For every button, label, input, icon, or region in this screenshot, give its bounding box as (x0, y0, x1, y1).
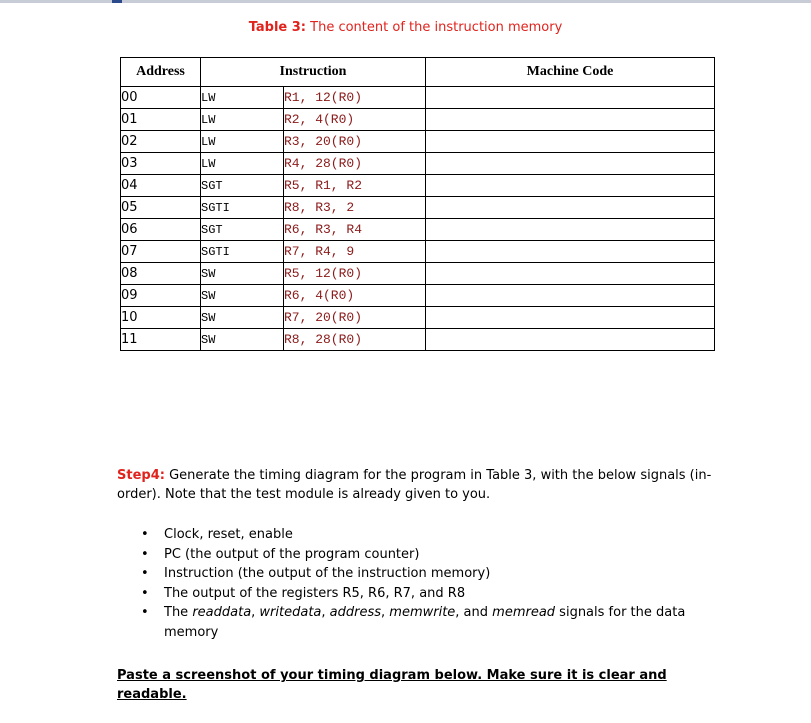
cell-opcode: SGT (201, 175, 284, 197)
cell-machine-code (426, 87, 715, 109)
cell-operands: R6, R3, R4 (284, 219, 426, 241)
cell-operands: R5, 12(R0) (284, 263, 426, 285)
table-row (121, 153, 715, 175)
cell-operands: R6, 4(R0) (284, 285, 426, 307)
table-row (121, 175, 715, 197)
header-instruction: Instruction (201, 58, 426, 87)
cell-opcode: SW (201, 285, 284, 307)
signal-text-prefix: The (164, 605, 193, 620)
step4-label: Step4: (117, 468, 165, 483)
cell-address: 03 (121, 153, 201, 175)
cell-opcode: LW (201, 153, 284, 175)
table-row (121, 263, 715, 285)
table-caption-label: Table 3: (248, 20, 307, 35)
signals-list (137, 525, 717, 642)
table-row (121, 197, 715, 219)
cell-operands: R8, 28(R0) (284, 329, 426, 351)
step4-paragraph (117, 466, 717, 504)
cell-operands: R1, 12(R0) (284, 87, 426, 109)
table-row (121, 329, 715, 351)
signal-separator: , and (455, 605, 493, 620)
cell-machine-code (426, 175, 715, 197)
table-row (121, 241, 715, 263)
signal-writedata: writedata (259, 605, 322, 620)
cell-address: 04 (121, 175, 201, 197)
cell-opcode: LW (201, 131, 284, 153)
table-header-row (121, 58, 715, 87)
bullet-icon: • (141, 585, 149, 601)
cell-opcode: SW (201, 329, 284, 351)
step4-text: Generate the timing diagram for the program in Table 3, with the below signals (in-order). Note that the test module is already given to you. (117, 468, 712, 502)
signal-address: address (329, 605, 382, 620)
instruction-memory-table (120, 57, 715, 351)
signal-separator: , (381, 605, 390, 620)
cell-operands: R5, R1, R2 (284, 175, 426, 197)
cell-address: 07 (121, 241, 201, 263)
cell-machine-code (426, 263, 715, 285)
signal-text: Clock, reset, enable (164, 527, 293, 542)
cell-address: 09 (121, 285, 201, 307)
cell-opcode: SGT (201, 219, 284, 241)
cell-operands: R7, R4, 9 (284, 241, 426, 263)
top-border-marker (112, 0, 122, 3)
header-address: Address (121, 58, 201, 87)
cell-address: 00 (121, 87, 201, 109)
paste-screenshot-instruction: Paste a screenshot of your timing diagram below. Make sure it is clear and readable. (117, 668, 667, 702)
signal-memread: memread (492, 605, 556, 620)
bullet-icon: • (141, 527, 149, 542)
cell-address: 08 (121, 263, 201, 285)
cell-operands: R4, 28(R0) (284, 153, 426, 175)
cell-machine-code (426, 131, 715, 153)
bullet-icon: • (141, 605, 149, 620)
table-row (121, 109, 715, 131)
cell-opcode: SGTI (201, 241, 284, 263)
table-row (121, 307, 715, 329)
table-row (121, 87, 715, 109)
cell-address: 01 (121, 109, 201, 131)
signal-text: PC (the output of the program counter) (164, 546, 420, 562)
table-caption-text: The content of the instruction memory (306, 20, 563, 35)
cell-address: 10 (121, 307, 201, 329)
list-item (137, 564, 717, 584)
cell-machine-code (426, 109, 715, 131)
cell-machine-code (426, 285, 715, 307)
list-item (137, 584, 717, 604)
cell-machine-code (426, 307, 715, 329)
cell-operands: R2, 4(R0) (284, 109, 426, 131)
cell-opcode: SW (201, 263, 284, 285)
cell-opcode: LW (201, 87, 284, 109)
cell-operands: R8, R3, 2 (284, 197, 426, 219)
table-row (121, 131, 715, 153)
table-caption (0, 20, 811, 35)
cell-machine-code (426, 241, 715, 263)
list-item (137, 603, 717, 642)
cell-machine-code (426, 329, 715, 351)
signal-text: The output of the registers R5, R6, R7, and R8 (164, 585, 466, 601)
cell-opcode: SGTI (201, 197, 284, 219)
cell-machine-code (426, 219, 715, 241)
cell-address: 05 (121, 197, 201, 219)
cell-operands: R7, 20(R0) (284, 307, 426, 329)
table-row (121, 285, 715, 307)
cell-machine-code (426, 153, 715, 175)
cell-opcode: LW (201, 109, 284, 131)
header-machine-code: Machine Code (426, 58, 715, 87)
cell-operands: R3, 20(R0) (284, 131, 426, 153)
signal-readdata: readdata (192, 605, 252, 620)
signal-text-suffix: signals for the data memory (164, 605, 686, 640)
table-row (121, 219, 715, 241)
bullet-icon: • (141, 546, 149, 562)
signal-text: Instruction (the output of the instruction memory) (164, 566, 491, 581)
cell-address: 02 (121, 131, 201, 153)
bullet-icon: • (141, 566, 149, 581)
cell-address: 06 (121, 219, 201, 241)
cell-address: 11 (121, 329, 201, 351)
cell-machine-code (426, 197, 715, 219)
signal-separator: , (251, 605, 260, 620)
signal-separator: , (321, 605, 330, 620)
list-item (137, 525, 717, 545)
signal-text (164, 605, 685, 640)
cell-opcode: SW (201, 307, 284, 329)
list-item (137, 545, 717, 565)
signal-memwrite: memwrite (389, 605, 456, 620)
